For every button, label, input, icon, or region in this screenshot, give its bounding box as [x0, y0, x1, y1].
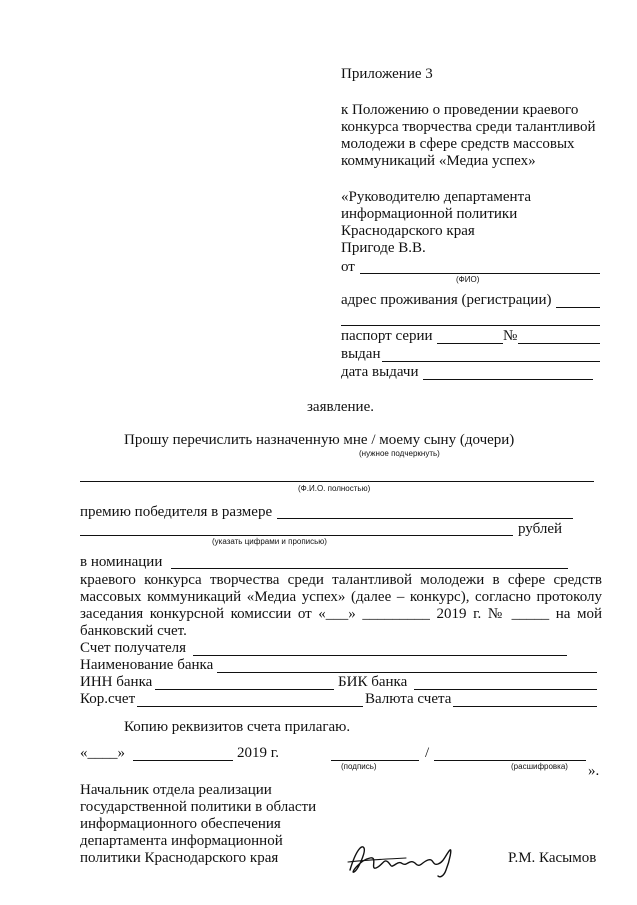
corr-field[interactable]	[137, 706, 363, 707]
issue-date-label: дата выдачи	[341, 364, 419, 380]
passport-number-label: №	[503, 328, 518, 344]
corr-label: Кор.счет	[80, 691, 136, 707]
body-line-2: массовых коммуникаций «Медиа успех» (далее – конкурс), согласно протоколу	[80, 589, 602, 605]
address-label: адрес проживания (регистрации)	[341, 292, 552, 308]
rubles-label: рублей	[518, 521, 563, 537]
appendix-subtitle-1: к Положению о проведении краевого	[341, 102, 579, 118]
fio-full-hint: (Ф.И.О. полностью)	[298, 484, 371, 493]
child-fio-field[interactable]	[80, 481, 594, 482]
body-line-4: банковский счет.	[80, 623, 187, 639]
passport-number-field[interactable]	[518, 343, 600, 344]
attach-text: Копию реквизитов счета прилагаю.	[124, 719, 351, 735]
passport-label: паспорт серии	[341, 328, 433, 344]
body-line-1: краевого конкурса творчества среди талантливой молодежи в сфере средств	[80, 572, 602, 588]
signature-field[interactable]	[331, 760, 419, 761]
signatory-line-3: информационного обеспечения	[80, 816, 281, 832]
appendix-subtitle-2: конкурса творчества среди талантливой	[341, 119, 596, 135]
slash: /	[425, 745, 430, 761]
bank-label: Наименование банка	[80, 657, 214, 673]
inn-label: ИНН банка	[80, 674, 153, 690]
account-field[interactable]	[193, 655, 567, 656]
date-month-field[interactable]	[133, 760, 233, 761]
request-text: Прошу перечислить назначенную мне / моему сыну (дочери)	[124, 432, 515, 448]
appendix-title: Приложение 3	[341, 66, 433, 82]
signatory-line-5: политики Краснодарского края	[80, 850, 279, 866]
decode-hint: (расшифровка)	[511, 762, 568, 771]
from-label: от	[341, 259, 355, 275]
from-field[interactable]	[360, 273, 600, 274]
closing-quote: ».	[588, 763, 600, 779]
addressee-line-4: Пригоде В.В.	[341, 240, 426, 256]
bik-field[interactable]	[414, 689, 597, 690]
date-year: 2019 г.	[237, 745, 279, 761]
address-field-2[interactable]	[341, 325, 600, 326]
account-label: Счет получателя	[80, 640, 187, 656]
addressee-line-3: Краснодарского края	[341, 223, 475, 239]
amount-hint: (указать цифрами и прописью)	[212, 537, 327, 546]
addressee-line-1: «Руководителю департамента	[341, 189, 531, 205]
bank-field[interactable]	[217, 672, 597, 673]
currency-label: Валюта счета	[365, 691, 452, 707]
address-field[interactable]	[556, 307, 600, 308]
signatory-line-4: департамента информационной	[80, 833, 283, 849]
underline-hint: (нужное подчеркнуть)	[359, 449, 440, 458]
decode-field[interactable]	[434, 760, 586, 761]
fio-hint: (ФИО)	[456, 275, 480, 284]
handwritten-signature	[346, 840, 461, 880]
prize-field[interactable]	[277, 518, 573, 519]
signatory-line-2: государственной политики в области	[80, 799, 317, 815]
signatory-name: Р.М. Касымов	[508, 850, 597, 866]
issued-label: выдан	[341, 346, 381, 362]
prize-amount-field[interactable]	[80, 535, 513, 536]
nomination-field[interactable]	[171, 568, 568, 569]
statement-title: заявление.	[307, 399, 374, 415]
appendix-subtitle-3: молодежи в сфере средств массовых	[341, 136, 575, 152]
body-line-3: заседания конкурсной комиссии от «___» _________ 2019 г. № _____ на мой	[80, 606, 602, 622]
sign-hint: (подпись)	[341, 762, 377, 771]
appendix-subtitle-4: коммуникаций «Медиа успех»	[341, 153, 536, 169]
issue-date-field[interactable]	[423, 379, 593, 380]
signatory-line-1: Начальник отдела реализации	[80, 782, 272, 798]
nomination-label: в номинации	[80, 554, 163, 570]
date-prefix: «____»	[80, 745, 125, 761]
currency-field[interactable]	[453, 706, 597, 707]
inn-field[interactable]	[155, 689, 334, 690]
bik-label: БИК банка	[338, 674, 408, 690]
prize-label: премию победителя в размере	[80, 504, 273, 520]
addressee-line-2: информационной политики	[341, 206, 518, 222]
issued-field[interactable]	[382, 361, 600, 362]
passport-series-field[interactable]	[437, 343, 503, 344]
